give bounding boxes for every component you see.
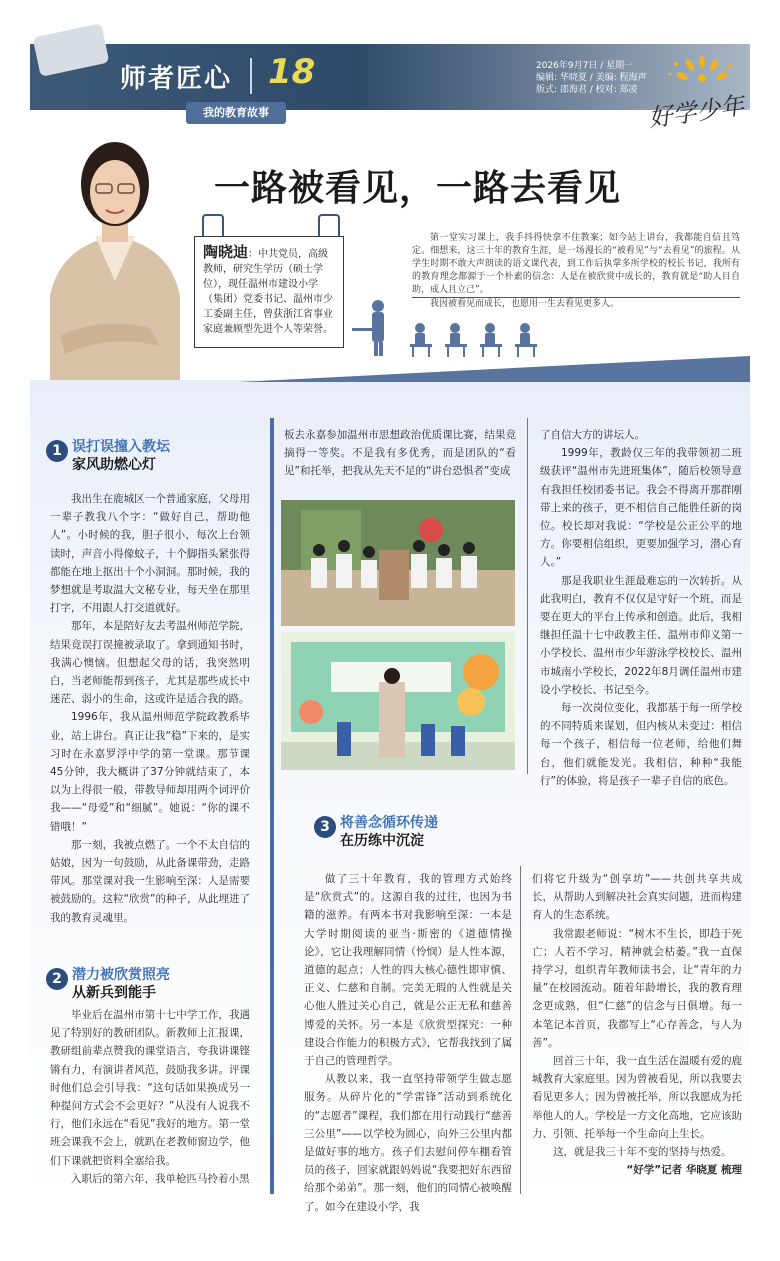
paragraph: 1996年，我从温州师范学院政教系毕业，站上讲台。真正让我“稳”下来的，是实习时在永嘉罗浮中学的第一堂课。那节课45分钟，我大概讲了37分钟就结束了，本以为上得很一般，带教导师却用两个词评价我——“母爱”和“细腻”。她说：“你的课不错哦！”	[50, 711, 250, 833]
section-title: 将善念循环传递	[340, 815, 438, 831]
paragraph: 那年，本是陪好友去考温州师范学院，结果竟误打误撞被录取了。拿到通知书时，我满心懊恼。但想起父母的话，我突然明白，当老师能帮到孩子，尤其是那些成长中迷茫、弱小的生命，这或许是适合我的路。	[50, 620, 250, 706]
column-tag: 我的教育故事	[186, 102, 286, 124]
school-opening-photo	[281, 632, 515, 770]
paragraph: 那一刻，我被点燃了。一个不太自信的姑娘，因为一句鼓励，从此备课带劲，走路带风。那堂课对我一生影响至深：人是需要被鼓励的。这粒“欣赏”的种子，从此埋进了我的教育灵魂里。	[50, 838, 250, 924]
intro-quote-para: 第一堂实习课上，我手抖得快拿不住教案；如今站上讲台，我都能自信且笃定。细想来，这三十年的教育生涯，是一场漫长的“被看见”与“去看见”的旅程。从学生时期不敢大声朗读的语文课代表，到工作后执掌多所学校的校长书记，我所有的教育理念都源于一个朴素的信念：人是在被欣赏中成长的，教育就是“助人目自助，成人且立己”。	[412, 232, 740, 298]
section-title: 误打误撞入教坛	[72, 439, 170, 455]
paragraph: 入职后的第六年，我单枪匹马拎着小黑	[71, 1172, 250, 1185]
section-subtitle: 家风助燃心灯	[72, 457, 156, 473]
edition-meta	[536, 60, 647, 96]
column-divider-line	[520, 866, 521, 1194]
column-3-top-text	[540, 426, 742, 790]
column-divider-bar	[270, 418, 274, 1194]
column-1b-text	[50, 1006, 250, 1188]
blue-wedge-band	[238, 356, 750, 382]
author-name: 陶晓迪	[203, 243, 249, 261]
section-number: 3	[314, 816, 336, 838]
paragraph: 回首三十年，我一直生活在温暖有爱的鹿城教育大家庭里。因为曾被看见，所以我要去看见更多人；因为曾被托举，所以我愿成为托举他人的人。学校是一方文化高地，它应该助力、引领、托举每一个生命向上生长。	[532, 1055, 742, 1140]
paragraph: 每一次岗位变化，我都基于每一所学校的不同特质来谋划，但内核从未变过：相信每一个孩子，相信每一位老师，给他们舞台，他们就能发光。我相信，种种“我能行”的体验，将是孩子一辈子自信的底色。	[540, 702, 742, 787]
section-subtitle: 从新兵到能手	[72, 985, 156, 1001]
headline: 一路被看见，一路去看见	[214, 168, 622, 209]
column-divider-line	[527, 418, 528, 774]
paragraph: 我出生在鹿城区一个普通家庭，父母用一辈子教我八个字：“做好自己，帮助他人”。小时候的我，胆子很小，每次上台领读时，声音小得像蚊子，十个脚指头紧张得都能在地上抠出十个小洞洞。那时候，我的梦想就是考取温大文秘专业，每天坐在那里打字，不用跟人打交道就好。	[50, 493, 250, 615]
paragraph: 了自信大方的讲坛人。	[540, 429, 645, 441]
paragraph: 毕业后在温州市第十七中学工作，我遇见了特别好的教研团队。新教师上汇报课，教研组前辈点赞我的课堂语言，夸我讲课铿锵有力，有演讲者风范，鼓励我多讲。评课时他们总会引导我：“这句话如果换成另一种提问方式会不会更好？”从没有人说我不行，他们永远在“看见”我好的地方。第一堂班会课我不会上，就趴在老教师窗边学，他们下课就把资料全塞给我。	[50, 1009, 250, 1167]
column-1-text	[50, 490, 250, 927]
logo-text: 好学少年	[646, 91, 746, 133]
section-number: 2	[46, 968, 68, 990]
intro-quote-para: 我因被看见而成长，也愿用一生去看见更多人。	[430, 299, 620, 309]
paragraph: 1999年，教龄仅三年的我带领初二班级获评“温州市先进班集体”，随后校领导意有我担任校团委书记。我会不得离开那群刚带上来的孩子，更不相信自己能胜任新的岗位。校长却对我说：“学校是公正公平的地方。你要相信组织，更要加强学习，潜心育人。”	[540, 447, 742, 569]
column-3-bottom-text	[532, 870, 742, 1179]
author-portrait	[40, 96, 190, 380]
paragraph: 我常跟老师说：“树木不生长，即趋于死亡；人若不学习，精神就会枯萎。”我一直保持学习，组织青年教师读书会，让“青年的力量”在校园流动。随着年龄增长，我的教育理念更成熟，但“仁慈”的信念与日俱增。每一本笔记本首页，我都写上“心存善念，与人为善”。	[532, 927, 742, 1049]
paragraph: 那是我职业生涯最难忘的一次转折。从此我明白，教育不仅仅是守好一个班，而是要在更大的平台上传承和创造。此后，我相继担任温十七中政教主任、温州市仰义第一小学校长、温州市少年游泳学校校长、温州市城南小学校长，2022年8月调任温州市建设小学校长、书记至今。	[540, 574, 742, 696]
meta-layout: 版式: 邵海君 / 校对: 郑凌	[536, 85, 638, 95]
section-number: 1	[46, 440, 68, 462]
paragraph: 板去永嘉参加温州市思想政治优质课比赛，结果竟摘得一等奖。不是我有多优秀，而是团队的“看见”和托举，把我从先天不足的“讲台恐惧者”变成	[284, 429, 516, 478]
paragraph: 们将它升级为“创享坊”——共创共享共成长，从帮助人到解决社会真实问题，进而构建育人的生态系统。	[532, 873, 742, 922]
author-bio-text: ：中共党员，高级教师，研究生学历（硕士学位），现任温州市建设小学（集团）党委书记、温州市少工委副主任，曾获浙江省事业家庭兼顾型先进个人等荣誉。	[203, 249, 333, 335]
column-title: 师者匠心	[120, 64, 233, 94]
paragraph: 做了三十年教育，我的管理方式始终是“欣赏式”的。这源自我的过往，也因为书籍的滋养。有两本书对我影响至深：一本是大学时期阅读的亚当·斯密的《道德情操论》，它让我理解同情（怜悯）是人性本源，道德的起点；人性的四大核心德性即审慎、正义、仁慈和自制。完美无瑕的人性就是关心他人胜过关心自己，就是公正无私和慈善博爱的关怀。另一本是《欣赏型探究：一种建设合作能力的积极方式》，它帮我找到了属于自己的管理哲学。	[304, 873, 512, 1068]
byline: “好学”记者 华晓夏 梳理	[626, 1164, 742, 1177]
column-2-top-text	[284, 426, 516, 481]
author-bio	[194, 236, 344, 348]
column-2-bottom-text	[304, 870, 512, 1216]
paragraph: 这，就是我三十年不变的坚持与热爱。	[553, 1146, 732, 1159]
page-number: 18	[268, 52, 316, 92]
header-divider	[250, 58, 252, 94]
section-subtitle: 在历练中沉淀	[340, 833, 424, 849]
meta-editors: 编辑: 华晓夏 / 美编: 程海声	[536, 73, 647, 83]
paragraph: 从教以来，我一直坚持带领学生做志愿服务。从碎片化的“学雷锋”活动到系统化的“志愿者”课程，我们都在用行动践行“慈善三公里”——以学校为圆心，向外三公里内都是做好事的地方。孩子们去慰问停车棚看管员的孩子，回家就跟妈妈说“我要把好东西留给那个弟弟”。那一刻，他们的同情心被唤醒了。如今在建设小学，我	[304, 1073, 512, 1213]
section-title: 潜力被欣赏照亮	[72, 967, 170, 983]
teacher-students-silhouette	[350, 298, 560, 358]
students-reading-photo	[281, 500, 515, 626]
meta-date: 2026年9月7日 / 星期一	[536, 61, 634, 71]
